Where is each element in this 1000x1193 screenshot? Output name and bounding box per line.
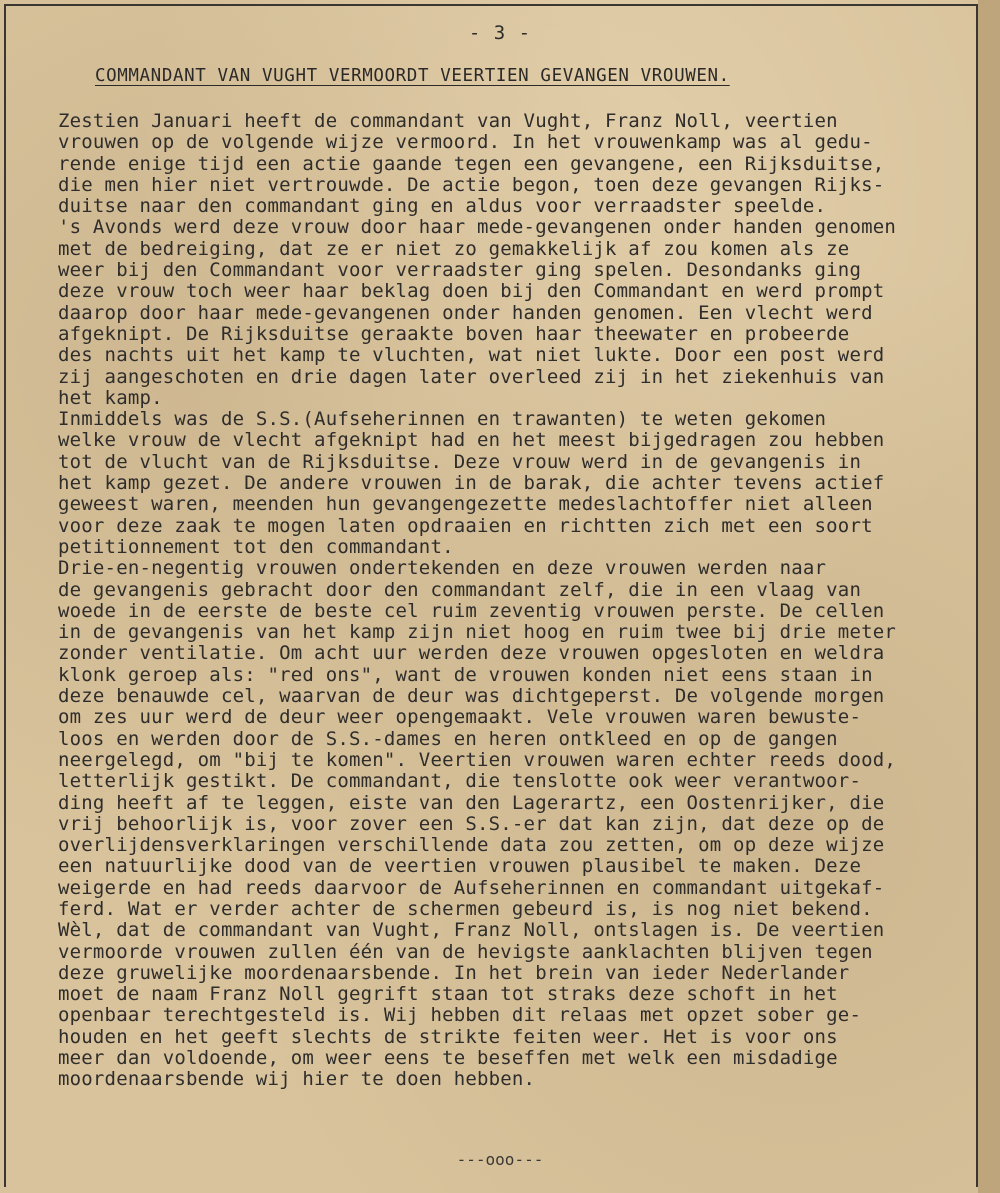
text-line: des nachts uit het kamp te vluchten, wat niet lukte. Door een post werd: [58, 345, 885, 367]
text-line: afgeknipt. De Rijksduitse geraakte boven haar theewater en probeerde: [58, 323, 850, 345]
article-body: [58, 111, 973, 1091]
text-line: deze benauwde cel, waarvan de deur was dichtgeperst. De volgende morgen: [58, 686, 885, 708]
text-line: Zestien Januari heeft de commandant van Vught, Franz Noll, veertien: [58, 111, 838, 132]
page-edge: [978, 0, 1000, 1193]
text-line: voor deze zaak te mogen laten opdraaien en richtten zich met een soort: [58, 515, 873, 537]
text-line: de gevangenis gebracht door den commandant zelf, die in een vlaag van: [58, 579, 862, 601]
closing-mark: ---ooo---: [456, 1150, 544, 1169]
text-line: petitionnement tot den commandant.: [58, 536, 454, 558]
text-line: ding heeft af te leggen, eiste van den Lagerartz, een Oostenrijker, die: [58, 792, 885, 814]
text-line: zij aangeschoten en drie dagen later overleed zij in het ziekenhuis van: [58, 366, 885, 388]
text-line: deze gruwelijke moordenaarsbende. In het brein van ieder Nederlander: [58, 962, 850, 984]
text-line: een natuurlijke dood van de veertien vrouwen plausibel te maken. Deze: [58, 856, 862, 878]
text-line: Inmiddels was de S.S.(Aufseherinnen en trawanten) te weten gekomen: [58, 409, 827, 431]
text-line: ferd. Wat er verder achter de schermen gebeurd is, is nog niet bekend.: [58, 898, 873, 920]
article-headline: COMMANDANT VAN VUGHT VERMOORDT VEERTIEN GEVANGEN VROUWEN.: [95, 66, 730, 86]
text-line: die men hier niet vertrouwde. De actie begon, toen deze gevangen Rijks-: [58, 174, 885, 196]
text-line: weer bij den Commandant voor verraadster ging spelen. Desondanks ging: [58, 260, 862, 282]
text-line: neergelegd, om "bij te komen". Veertien vrouwen waren echter reeds dood,: [58, 749, 897, 771]
text-line: het kamp.: [58, 387, 163, 409]
text-line: openbaar terechtgesteld is. Wij hebben dit relaas met opzet sober ge-: [58, 1005, 862, 1027]
text-line: in de gevangenis van het kamp zijn niet hoog en ruim twee bij drie meter: [58, 622, 897, 644]
text-line: Drie-en-negentig vrouwen ondertekenden en deze vrouwen werden naar: [58, 558, 827, 580]
text-line: duitse naar den commandant ging en aldus voor verraadster speelde.: [58, 196, 827, 218]
text-line: vrij behoorlijk is, voor zover een S.S.-er dat kan zijn, dat deze op de: [58, 813, 885, 835]
text-line: vrouwen op de volgende wijze vermoord. In het vrouwenkamp was al gedu-: [58, 132, 873, 154]
text-line: om zes uur werd de deur weer opengemaakt. Vele vrouwen waren bewuste-: [58, 707, 862, 729]
text-line: woede in de eerste de beste cel ruim zeventig vrouwen perste. De cellen: [58, 600, 885, 622]
text-line: 's Avonds werd deze vrouw door haar mede-gevangenen onder handen genomen: [58, 217, 897, 239]
text-line: weigerde en had reeds daarvoor de Aufseherinnen en commandant uitgekaf-: [58, 877, 885, 899]
text-line: overlijdensverklaringen verschillende data zou zetten, om op deze wijze: [58, 835, 885, 857]
text-line: houden en het geeft slechts de strikte feiten weer. Het is voor ons: [58, 1026, 838, 1048]
text-line: moet de naam Franz Noll gegrift staan tot straks deze schoft in het: [58, 984, 838, 1006]
text-line: deze vrouw toch weer haar beklag doen bij den Commandant en werd prompt: [58, 281, 885, 303]
text-line: Wèl, dat de commandant van Vught, Franz Noll, ontslagen is. De veertien: [58, 920, 885, 942]
text-line: letterlijk gestikt. De commandant, die tenslotte ook weer verantwoor-: [58, 771, 862, 793]
text-line: geweest waren, meenden hun gevangengezette medeslachtoffer niet alleen: [58, 494, 873, 516]
text-line: tot de vlucht van de Rijksduitse. Deze vrouw werd in de gevangenis in: [58, 451, 862, 473]
page-number: - 3 -: [468, 22, 532, 44]
text-line: daarop door haar mede-gevangenen onder handen genomen. Een vlecht werd: [58, 302, 873, 324]
text-line: meer dan voldoende, om weer eens te beseffen met welk een misdadige: [58, 1048, 838, 1070]
text-line: rende enige tijd een actie gaande tegen een gevangene, een Rijksduitse,: [58, 153, 885, 175]
text-line: zonder ventilatie. Om acht uur werden deze vrouwen opgesloten en weldra: [58, 643, 885, 665]
text-line: vermoorde vrouwen zullen één van de hevigste aanklachten blijven tegen: [58, 941, 873, 963]
text-line: klonk geroep als: "red ons", want de vrouwen konden niet eens staan in: [58, 664, 873, 686]
text-line: het kamp gezet. De andere vrouwen in de barak, die achter tevens actief: [58, 473, 885, 495]
text-line: moordenaarsbende wij hier te doen hebben.: [58, 1069, 536, 1091]
text-line: welke vrouw de vlecht afgeknipt had en het meest bijgedragen zou hebben: [58, 430, 885, 452]
text-line: met de bedreiging, dat ze er niet zo gemakkelijk af zou komen als ze: [58, 238, 850, 260]
text-line: loos en werden door de S.S.-dames en heren ontkleed en op de gangen: [58, 728, 838, 750]
